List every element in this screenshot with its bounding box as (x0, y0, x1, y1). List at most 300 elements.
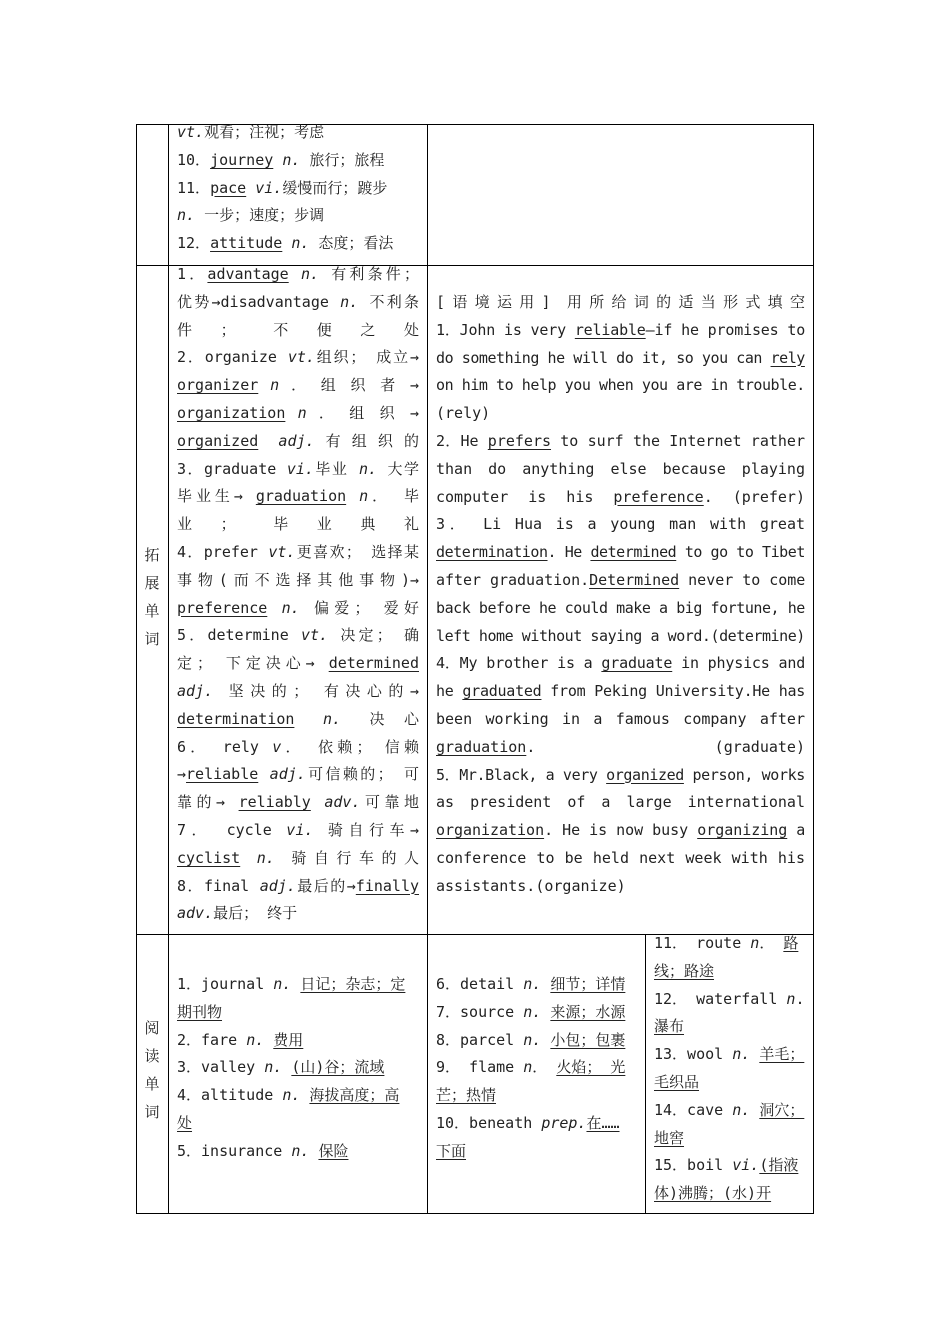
part-of-speech: n. (282, 1086, 301, 1105)
text-line (436, 650, 805, 678)
text-segment: 5．determine (177, 626, 301, 645)
text-segment: [语境运用] 用所给词的适当形式填空 (436, 293, 805, 311)
text-segment: 4．altitude (177, 1086, 283, 1105)
middle-column-divider (427, 124, 428, 1214)
text-segment: after graduation. (436, 570, 590, 589)
text-segment (282, 1058, 291, 1076)
text-segment (750, 1045, 759, 1063)
text-line (177, 789, 419, 817)
answer-text: 日记；杂志；定 (300, 975, 406, 993)
text-line (436, 345, 805, 373)
reading-col3-cell (654, 930, 806, 1208)
part-of-speech: n (750, 934, 760, 952)
text-line (654, 986, 806, 1014)
text-segment: 毕业生→ (177, 487, 256, 506)
answer-text: 来源；水源 (550, 1002, 626, 1021)
part-of-speech: n. (264, 1058, 283, 1077)
text-line (436, 817, 805, 845)
text-line (177, 595, 419, 623)
text-segment: do something he will do it, so you can (436, 348, 771, 367)
part-of-speech: n. (282, 150, 301, 169)
answer-text: cyclist (177, 848, 241, 867)
text-segment (311, 793, 325, 811)
text-segment (541, 1003, 550, 1021)
part-of-speech: n. (322, 709, 341, 728)
part-of-speech: n. (256, 848, 275, 867)
expand-left-cell (177, 261, 419, 928)
text-segment: person, works (683, 765, 805, 784)
text-segment: 7．source (436, 1002, 524, 1021)
text-segment: 4．My brother is a (436, 654, 602, 673)
text-line (177, 1027, 419, 1055)
part-of-speech: n. (340, 292, 359, 311)
part-of-speech: n. (291, 1141, 310, 1160)
answer-text: (指液 (759, 1156, 799, 1175)
part-of-speech: vt. (287, 348, 315, 367)
text-segment: 可靠地 (360, 793, 420, 812)
text-segment: 10． (177, 150, 211, 169)
text-segment: —if he promises to (645, 320, 806, 339)
text-segment: left home without saying a word.(determine) (436, 626, 805, 645)
text-segment: to surf the Internet rather (551, 431, 805, 450)
text-segment (258, 432, 278, 450)
text-segment: a (787, 821, 806, 840)
text-line (177, 706, 419, 734)
text-line (436, 567, 805, 595)
text-segment (289, 265, 301, 283)
text-segment (750, 1101, 759, 1119)
part-of-speech: vi. (286, 820, 314, 839)
text-line (177, 119, 419, 147)
answer-text: 小包；包裹 (550, 1030, 626, 1049)
answer-text: prefers (487, 431, 552, 450)
text-segment: 不利条 (358, 292, 419, 311)
answer-text: advantage (207, 265, 289, 283)
text-line (177, 230, 419, 258)
answer-text: organizing (697, 821, 788, 840)
text-segment: 2．He (436, 431, 488, 450)
part-of-speech: vt. (300, 626, 329, 645)
text-line (177, 622, 419, 650)
answer-text: 火焰； 光 (556, 1058, 626, 1077)
text-segment: 更喜欢； 选择某 (295, 542, 419, 561)
text-segment: ． 毕 (368, 487, 420, 506)
reading-col2-cell (436, 971, 636, 1166)
answer-text: 瀑布 (654, 1017, 685, 1036)
text-segment (273, 151, 282, 169)
text-segment: ． 依赖； 信赖 (281, 737, 420, 756)
answer-text: 期刊物 (177, 1002, 223, 1021)
text-line (654, 958, 806, 986)
text-segment: to go to Tibet (676, 543, 805, 562)
text-line (436, 539, 805, 567)
text-segment: 3． Li Hua is a young man with great (436, 515, 805, 534)
part-of-speech: n (359, 487, 369, 506)
text-segment: . He (547, 543, 591, 562)
text-segment: 毕业 (313, 459, 359, 478)
text-segment: 8．parcel (436, 1030, 524, 1049)
text-segment: 11． (177, 178, 211, 197)
label-char: 词 (144, 1103, 160, 1121)
part-of-speech: vt. (268, 542, 296, 561)
text-segment: 4．prefer (177, 542, 269, 561)
answer-text: 路 (783, 934, 799, 952)
text-segment: 7． cycle (177, 820, 287, 839)
text-line (177, 483, 419, 511)
text-line (177, 1082, 419, 1110)
text-line (436, 789, 805, 817)
text-segment: never to come (679, 570, 806, 589)
text-segment: computer is his (436, 487, 614, 506)
text-line (436, 762, 805, 790)
text-segment: 8．final (177, 876, 260, 895)
text-line (177, 873, 419, 901)
text-line (654, 1180, 806, 1208)
label-char: 阅 (144, 1019, 160, 1037)
part-of-speech: n. (273, 975, 292, 993)
label-char: 读 (144, 1047, 160, 1065)
reading-column-divider (645, 934, 646, 1214)
text-segment: back before he could make a big fortune, he (436, 598, 805, 617)
answer-text: Determined (589, 570, 680, 589)
part-of-speech: n. (177, 206, 196, 225)
part-of-speech: vi. (255, 178, 283, 197)
answer-text: reliably (238, 793, 311, 812)
text-segment: . (prefer) (703, 487, 805, 506)
answer-text: (山)谷；流域 (291, 1058, 385, 1077)
text-line (177, 678, 419, 706)
text-segment (282, 234, 291, 252)
text-segment: 决心 (341, 709, 420, 728)
text-line (436, 706, 805, 734)
answer-text: determination (436, 543, 548, 562)
text-segment: 3．graduate (177, 459, 287, 478)
answer-text: determined (590, 543, 677, 562)
answer-text: 地窖 (654, 1128, 685, 1147)
answer-text: graduation (436, 737, 527, 756)
answer-text: rely (770, 348, 805, 367)
text-segment: 业； 毕业典礼 (177, 515, 419, 534)
answer-text: 海拔高度；高 (309, 1086, 400, 1105)
text-line (177, 372, 419, 400)
text-line (436, 971, 636, 999)
text-line (177, 761, 419, 789)
text-segment: 缓慢而行；踱步 (282, 178, 388, 197)
text-line (654, 1013, 806, 1041)
text-segment: . (graduate) (526, 737, 805, 756)
text-segment: . He is now busy (544, 821, 698, 840)
label-column-divider (168, 124, 169, 1214)
part-of-speech: adj. (269, 765, 306, 784)
part-of-speech: n. (300, 265, 319, 283)
part-of-speech: n (270, 376, 280, 395)
part-of-speech: adv. (324, 793, 361, 812)
answer-text: 保险 (318, 1141, 349, 1160)
text-line (177, 817, 419, 845)
text-segment: 骑自行车→ (313, 820, 420, 839)
reading-words-label (136, 1014, 168, 1126)
answer-text: 毛织品 (654, 1072, 700, 1091)
text-segment: 定； 下定决心→ (177, 654, 329, 673)
label-char: 展 (144, 574, 160, 592)
text-segment: (rely) (436, 404, 491, 423)
text-line (177, 400, 419, 428)
text-line (177, 845, 419, 873)
text-segment: 5．insurance (177, 1141, 292, 1160)
text-line (177, 1138, 419, 1166)
text-segment (258, 765, 269, 783)
text-line (436, 845, 805, 873)
text-line (654, 1041, 806, 1069)
text-line (177, 202, 419, 230)
text-segment: 事物(而不选择其他事物)→ (177, 570, 419, 589)
text-segment: 偏爱； 爱好 (299, 598, 420, 617)
answer-text: journey (210, 150, 274, 169)
answer-text: preference (177, 598, 268, 617)
text-segment: 6．detail (436, 975, 524, 993)
text-segment: from Peking University.He has (541, 682, 806, 701)
answer-text: attitude (210, 234, 283, 253)
text-line (177, 317, 419, 345)
text-line (654, 1097, 806, 1125)
text-line (436, 484, 805, 512)
answer-text: determined (328, 654, 419, 673)
part-of-speech: adj. (177, 681, 214, 700)
answer-text: 羊毛； (759, 1045, 805, 1064)
text-line (436, 511, 805, 539)
text-line (436, 1138, 636, 1166)
text-line (177, 1054, 419, 1082)
text-line (436, 999, 636, 1027)
text-line (436, 428, 805, 456)
part-of-speech: n. (246, 1030, 265, 1049)
part-of-speech: n. (281, 598, 300, 617)
answer-text: 在…… (586, 1113, 620, 1132)
text-line (177, 1110, 419, 1138)
text-line (436, 678, 805, 706)
part-of-speech: adv. (177, 904, 214, 923)
text-line (177, 175, 419, 203)
text-line (436, 400, 805, 428)
text-line (654, 1152, 806, 1180)
text-segment: 3．valley (177, 1058, 265, 1077)
answer-text: determination (177, 709, 295, 728)
text-line (177, 147, 419, 175)
text-segment: on him to help you when you are in trouble. (436, 376, 805, 395)
text-line (654, 1125, 806, 1153)
text-line (436, 289, 805, 317)
answer-text: 处 (177, 1113, 193, 1132)
part-of-speech: vi. (286, 459, 314, 478)
row1-left-cell (177, 119, 419, 258)
text-segment (267, 599, 281, 617)
text-segment: been working in a famous company after (436, 709, 805, 728)
text-line (177, 567, 419, 595)
text-line (177, 650, 419, 678)
text-segment (541, 1031, 550, 1049)
text-segment (346, 487, 359, 505)
text-line (436, 734, 805, 762)
part-of-speech: n (786, 989, 796, 1008)
text-line (177, 900, 419, 928)
text-segment: 2．organize (177, 348, 288, 367)
text-segment: as president of a large international (436, 793, 805, 812)
part-of-speech: vt. (177, 123, 205, 141)
text-segment: ． (759, 934, 784, 952)
answer-text: 线；路途 (654, 961, 715, 980)
text-segment: 9． flame (436, 1058, 524, 1077)
part-of-speech: n. (291, 234, 310, 253)
text-segment: 靠的→ (177, 793, 239, 812)
text-segment: 旅行；旅程 (300, 150, 385, 169)
text-line (436, 1027, 636, 1055)
text-segment: 骑自行车的人 (274, 848, 419, 867)
text-segment: 12． (177, 234, 211, 253)
text-segment: 1． (177, 265, 208, 283)
text-segment: 有利条件； (319, 265, 419, 283)
reading-col1-cell (177, 971, 419, 1166)
answer-text: finally (355, 876, 420, 895)
text-segment: 15．boil (654, 1156, 733, 1175)
answer-text: graduate (601, 654, 673, 673)
answer-text: organized (606, 765, 684, 784)
text-segment: than do anything else because playing (436, 459, 805, 478)
text-line (436, 317, 805, 345)
text-line (177, 289, 419, 317)
text-line (177, 539, 419, 567)
answer-text: reliable (574, 320, 646, 339)
part-of-speech: n. (732, 1100, 751, 1119)
text-segment: . (795, 989, 805, 1008)
text-segment: ． 组 织 → (306, 403, 420, 422)
answer-text: organization (436, 821, 545, 840)
label-char: 拓 (144, 546, 160, 564)
text-line (654, 1069, 806, 1097)
part-of-speech: n (297, 403, 307, 422)
text-segment: ． 组 织 者 → (279, 376, 420, 395)
part-of-speech: vi. (732, 1156, 760, 1175)
text-line (177, 344, 419, 372)
text-line (436, 456, 805, 484)
text-segment: → (177, 765, 187, 784)
text-segment: 态度；看法 (309, 234, 394, 253)
answer-text: reliable (186, 765, 259, 784)
text-segment: 决定； 确 (328, 626, 419, 645)
text-line (177, 511, 419, 539)
text-segment: 11． route (654, 934, 751, 952)
text-segment: 有组织的 (314, 431, 419, 450)
text-segment (285, 404, 297, 422)
text-segment: ． (532, 1058, 557, 1077)
text-line (436, 1054, 636, 1082)
text-segment: he (436, 682, 463, 701)
part-of-speech: prep. (541, 1113, 587, 1132)
part-of-speech: v (272, 737, 282, 756)
text-line (177, 456, 419, 484)
text-segment: 5．Mr.Black, a very (436, 765, 607, 784)
answer-text: 洞穴； (759, 1100, 805, 1119)
text-segment: 1．John is very (436, 320, 575, 339)
answer-text: 费用 (273, 1030, 304, 1049)
text-segment: 13．wool (654, 1045, 733, 1064)
text-segment (258, 376, 270, 394)
text-line (436, 1082, 636, 1110)
text-segment: 观看；注视；考虑 (204, 123, 325, 141)
text-segment: 组织； 成立→ (314, 348, 420, 367)
text-line (654, 930, 806, 958)
text-segment: 可信赖的； 可 (305, 765, 419, 784)
answer-text: organized (177, 431, 259, 450)
answer-text: 下面 (436, 1141, 467, 1160)
text-segment (246, 179, 255, 197)
text-segment (264, 1031, 273, 1049)
answer-text: graduation (255, 487, 347, 506)
label-char: 单 (144, 1075, 160, 1093)
text-segment: assistants.(organize) (436, 876, 626, 895)
text-segment (294, 710, 323, 728)
answer-text: organizer (177, 376, 259, 395)
text-segment: 1．journal (177, 975, 274, 993)
answer-text: pace (210, 178, 247, 197)
text-line (436, 372, 805, 400)
text-line (436, 873, 805, 901)
text-segment: 最后； 终于 (213, 904, 298, 923)
answer-text: preference (613, 487, 704, 506)
text-line (436, 1110, 636, 1138)
text-segment: 6． rely (177, 737, 273, 756)
part-of-speech: n. (523, 1002, 542, 1021)
part-of-speech: adj. (259, 876, 296, 895)
part-of-speech: n. (732, 1045, 751, 1064)
text-segment (541, 975, 550, 993)
answer-text: 细节；详情 (550, 975, 626, 993)
text-line (177, 261, 419, 289)
text-segment: 件； 不便之处 (177, 320, 419, 339)
text-segment: 10．beneath (436, 1113, 542, 1132)
text-line (177, 734, 419, 762)
label-char: 词 (144, 630, 160, 648)
label-char: 单 (144, 602, 160, 620)
text-line (177, 999, 419, 1027)
text-segment: 优势→disadvantage (177, 292, 341, 311)
part-of-speech: adj. (278, 431, 315, 450)
text-segment: 14．cave (654, 1100, 733, 1119)
part-of-speech: n. (523, 975, 542, 993)
text-segment: 大学 (377, 459, 420, 478)
text-line (436, 595, 805, 623)
text-segment: 坚决的； 有决心的→ (213, 681, 419, 700)
answer-text: organization (177, 403, 286, 422)
text-segment: conference to be held next week with his (436, 848, 805, 867)
part-of-speech: n (523, 1058, 533, 1077)
text-segment: 12． waterfall (654, 989, 787, 1008)
answer-text: graduated (462, 682, 542, 701)
text-segment: in physics and (672, 654, 806, 673)
text-line (436, 623, 805, 651)
text-segment: 2．fare (177, 1030, 247, 1049)
answer-text: 体)沸腾；(水)开 (654, 1184, 772, 1203)
part-of-speech: n. (523, 1030, 542, 1049)
text-line (177, 428, 419, 456)
part-of-speech: n. (358, 459, 377, 478)
text-line (177, 971, 419, 999)
text-segment: 一步；速度；步调 (195, 206, 325, 225)
expand-words-label (136, 541, 168, 653)
expand-right-cell (436, 289, 805, 901)
answer-text: 芒；热情 (436, 1086, 497, 1105)
text-segment (240, 849, 257, 867)
text-segment: 最后的→ (295, 876, 356, 895)
